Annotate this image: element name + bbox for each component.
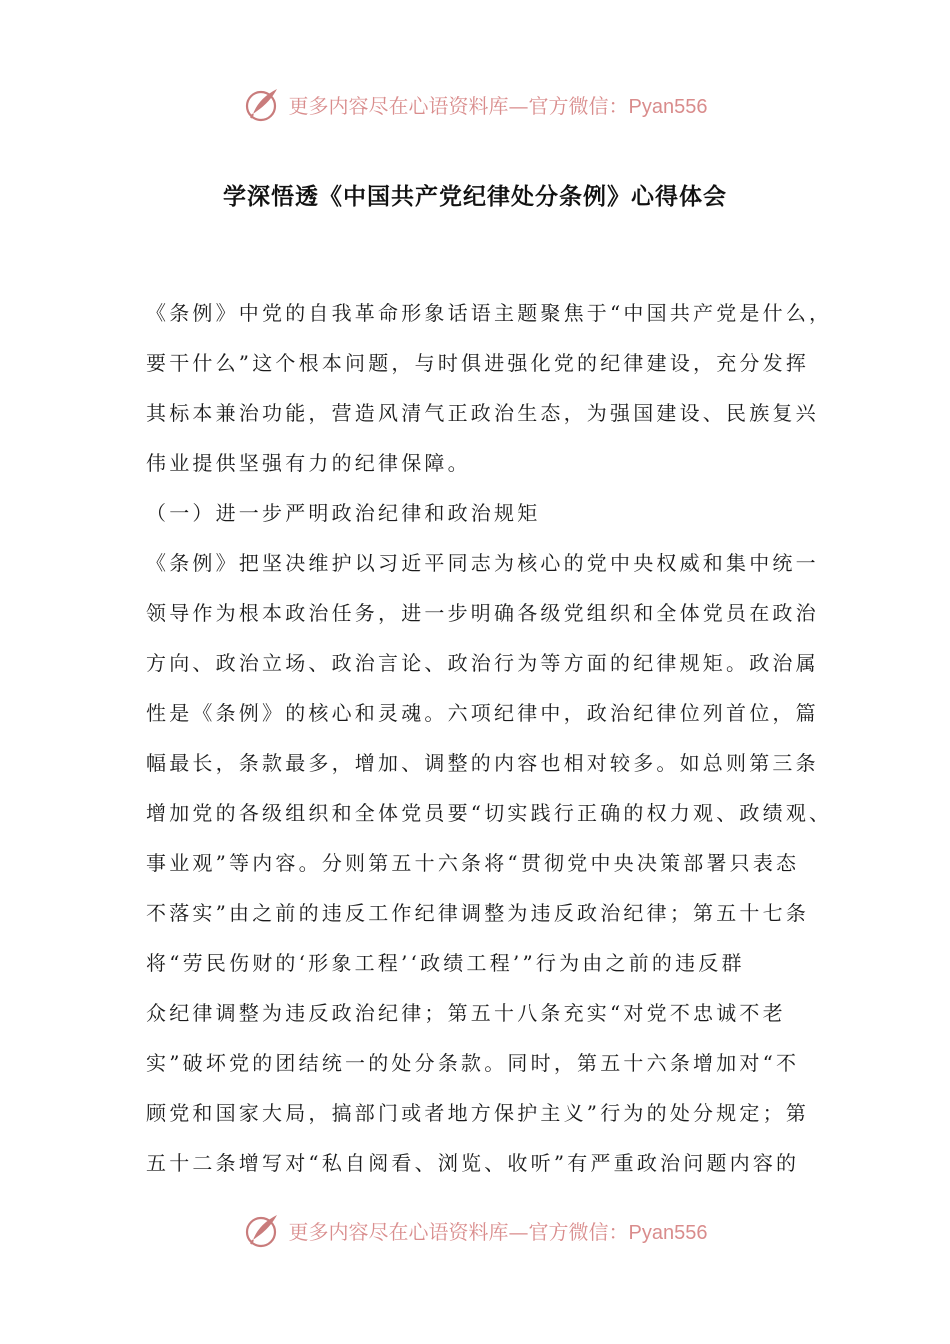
footer-banner-text: 更多内容尽在心语资料库—官方微信：Pyan556 (288, 1219, 708, 1244)
body-line: 事业观”等内容。分则第五十六条将“贯彻党中央决策部署只表态 (146, 851, 800, 875)
body-line: 实”破坏党的团结统一的处分条款。同时，第五十六条增加对“不 (146, 1051, 800, 1075)
body-line: 幅最长，条款最多，增加、调整的内容也相对较多。如总则第三条 (146, 751, 819, 775)
body-line: 顾党和国家大局，搞部门或者地方保护主义”行为的处分规定；第 (146, 1101, 810, 1125)
quill-logo-icon (243, 1210, 283, 1250)
header-banner-text: 更多内容尽在心语资料库—官方微信：Pyan556 (288, 93, 708, 118)
body-line: 伟业提供坚强有力的纪律保障。 (146, 451, 471, 475)
quill-logo-icon (243, 84, 283, 124)
body-line: 将“劳民伤财的‘形象工程’‘政绩工程’”行为由之前的违反群 (146, 951, 745, 975)
body-line: 要干什么”这个根本问题，与时俱进强化党的纪律建设，充分发挥 (146, 351, 810, 375)
body-line: 《条例》中党的自我革命形象话语主题聚焦于“中国共产党是什么， (146, 301, 833, 325)
section-heading: （一）进一步严明政治纪律和政治规矩 (146, 501, 541, 525)
document-title: 学深悟透《中国共产党纪律处分条例》心得体会 (223, 184, 727, 210)
body-line: 《条例》把坚决维护以习近平同志为核心的党中央权威和集中统一 (146, 551, 819, 575)
footer-wechat-id: Pyan556 (628, 1221, 708, 1244)
header-wechat-id: Pyan556 (628, 95, 708, 118)
body-line: 众纪律调整为违反政治纪律；第五十八条充实“对党不忠诚不老 (146, 1001, 786, 1025)
body-line: 增加党的各级组织和全体党员要“切实践行正确的权力观、政绩观、 (146, 801, 833, 825)
body-line: 五十二条增写对“私自阅看、浏览、收听”有严重政治问题内容的 (146, 1151, 800, 1175)
body-line: 方向、政治立场、政治言论、政治行为等方面的纪律规矩。政治属 (146, 651, 819, 675)
document-body (146, 296, 833, 1196)
footer-watermark-banner (0, 1208, 950, 1252)
body-line: 性是《条例》的核心和灵魂。六项纪律中，政治纪律位列首位，篇 (146, 701, 819, 725)
body-line: 不落实”由之前的违反工作纪律调整为违反政治纪律；第五十七条 (146, 901, 810, 925)
header-watermark-banner (0, 82, 950, 126)
body-line: 其标本兼治功能，营造风清气正政治生态，为强国建设、民族复兴 (146, 401, 819, 425)
body-line: 领导作为根本政治任务，进一步明确各级党组织和全体党员在政治 (146, 601, 819, 625)
